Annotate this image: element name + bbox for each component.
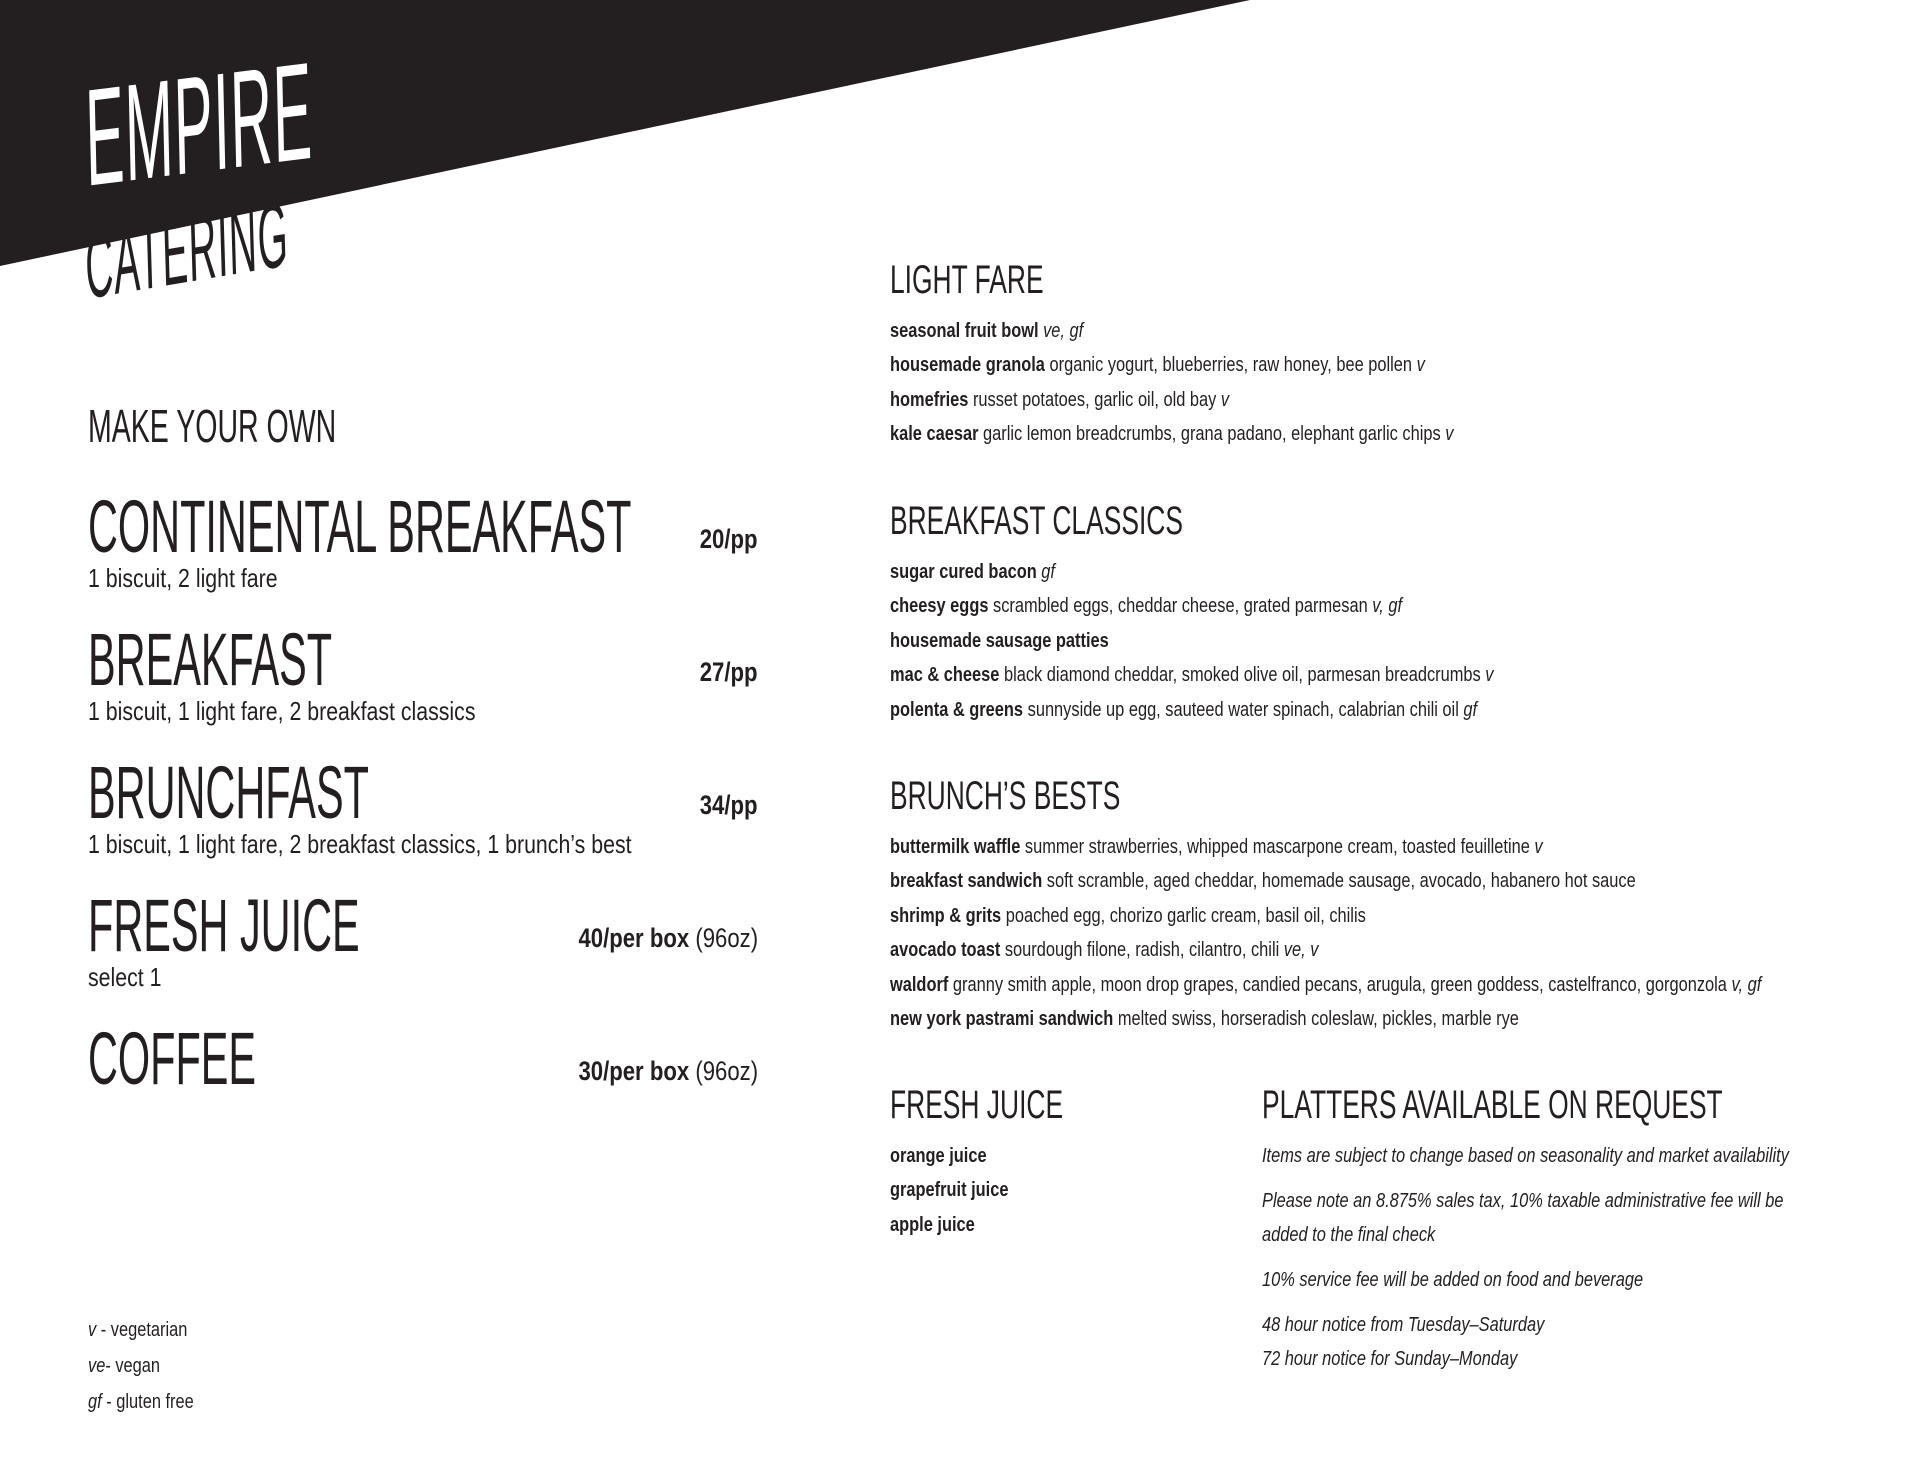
package-description: 1 biscuit, 2 light fare [88,563,278,593]
note-text: 10% service fee will be added on food and beverage [1262,1269,1644,1291]
package-coffee [88,1017,758,1125]
legend-item: gf - gluten free [88,1391,194,1413]
legend-item: ve- vegan [88,1355,161,1377]
menu-item: housemade sausage patties [890,629,1109,652]
dietary-legend [88,1312,217,1420]
package-fresh-juice [88,884,758,992]
package-price: 20/pp [700,524,758,554]
note-text: Please note an 8.875% sales tax, 10% taxable administrative fee will be [1262,1190,1784,1212]
menu-item: mac & cheese black diamond cheddar, smoked olive oil, parmesan breadcrumbs v [890,664,1494,687]
section-title: PLATTERS AVAILABLE ON REQUEST [1262,1083,1723,1127]
note-text: 48 hour notice from Tuesday–Saturday [1262,1314,1545,1336]
section-platters [1262,1083,1920,1387]
menu-item: orange juice [890,1145,987,1167]
package-continental-breakfast [88,485,758,593]
section-title: BREAKFAST CLASSICS [890,499,1183,543]
package-description: 1 biscuit, 1 light fare, 2 breakfast classics [88,696,476,726]
menu-item: breakfast sandwich soft scramble, aged cheddar, homemade sausage, avocado, habanero hot sauce [890,870,1636,893]
package-price: 40/per box (96oz) [578,923,758,953]
note-text: added to the final check [1262,1224,1436,1246]
make-your-own-title: MAKE YOUR OWN [88,400,337,452]
package-name: CONTINENTAL BREAKFAST [88,485,632,568]
section-title: FRESH JUICE [890,1083,1064,1127]
menu-item: cheesy eggs scrambled eggs, cheddar cheese, grated parmesan v, gf [890,595,1403,618]
menu-item: homefries russet potatoes, garlic oil, old bay v [890,388,1230,411]
menu-item: waldorf granny smith apple, moon drop grapes, candied pecans, arugula, green goddess, castelfranco, gorgonzola v, gf [890,973,1762,996]
section-brunchs-bests [890,774,1920,1036]
note-text: Items are subject to change based on seasonality and market availability [1262,1145,1789,1167]
menu-item: seasonal fruit bowl ve, gf [890,320,1084,342]
package-name: BREAKFAST [88,618,333,701]
menu-item: shrimp & grits poached egg, chorizo garlic cream, basil oil, chilis [890,904,1366,927]
menu-item: housemade granola organic yogurt, blueberries, raw honey, bee pollen v [890,354,1425,377]
package-description: 1 biscuit, 1 light fare, 2 breakfast classics, 1 brunch’s best [88,829,632,859]
package-price: 27/pp [700,657,758,687]
legend-item: v - vegetarian [88,1319,188,1341]
package-breakfast [88,618,758,726]
package-price: 34/pp [700,790,758,820]
brand-logo-sub: CATERING [83,183,290,319]
menu-item: new york pastrami sandwich melted swiss, horseradish coleslaw, pickles, marble rye [890,1008,1519,1031]
note-text: 72 hour notice for Sunday–Monday [1262,1348,1518,1370]
section-breakfast-classics [890,499,1626,727]
package-price: 30/per box (96oz) [578,1056,758,1086]
menu-item: grapefruit juice [890,1179,1009,1202]
section-light-fare [890,258,1577,452]
brand-logo-main: EMPIRE [83,33,315,216]
menu-item: sugar cured bacon gf [890,561,1055,583]
menu-item: polenta & greens sunnyside up egg, sauteed water spinach, calabrian chili oil gf [890,698,1478,721]
package-name: FRESH JUICE [88,884,360,967]
menu-item: buttermilk waffle summer strawberries, whipped mascarpone cream, toasted feuilletine v [890,836,1543,858]
package-description: select 1 [88,962,162,992]
package-description [88,1096,758,1125]
menu-item: kale caesar garlic lemon breadcrumbs, grana padano, elephant garlic chips v [890,423,1454,446]
section-title: BRUNCH’S BESTS [890,774,1121,818]
section-fresh-juice [890,1083,1152,1242]
package-brunchfast [88,751,758,859]
section-title: LIGHT FARE [890,258,1044,302]
package-name: COFFEE [88,1017,257,1100]
menu-item: avocado toast sourdough filone, radish, cilantro, chili ve, v [890,939,1319,962]
menu-item: apple juice [890,1213,975,1236]
package-name: BRUNCHFAST [88,751,369,834]
